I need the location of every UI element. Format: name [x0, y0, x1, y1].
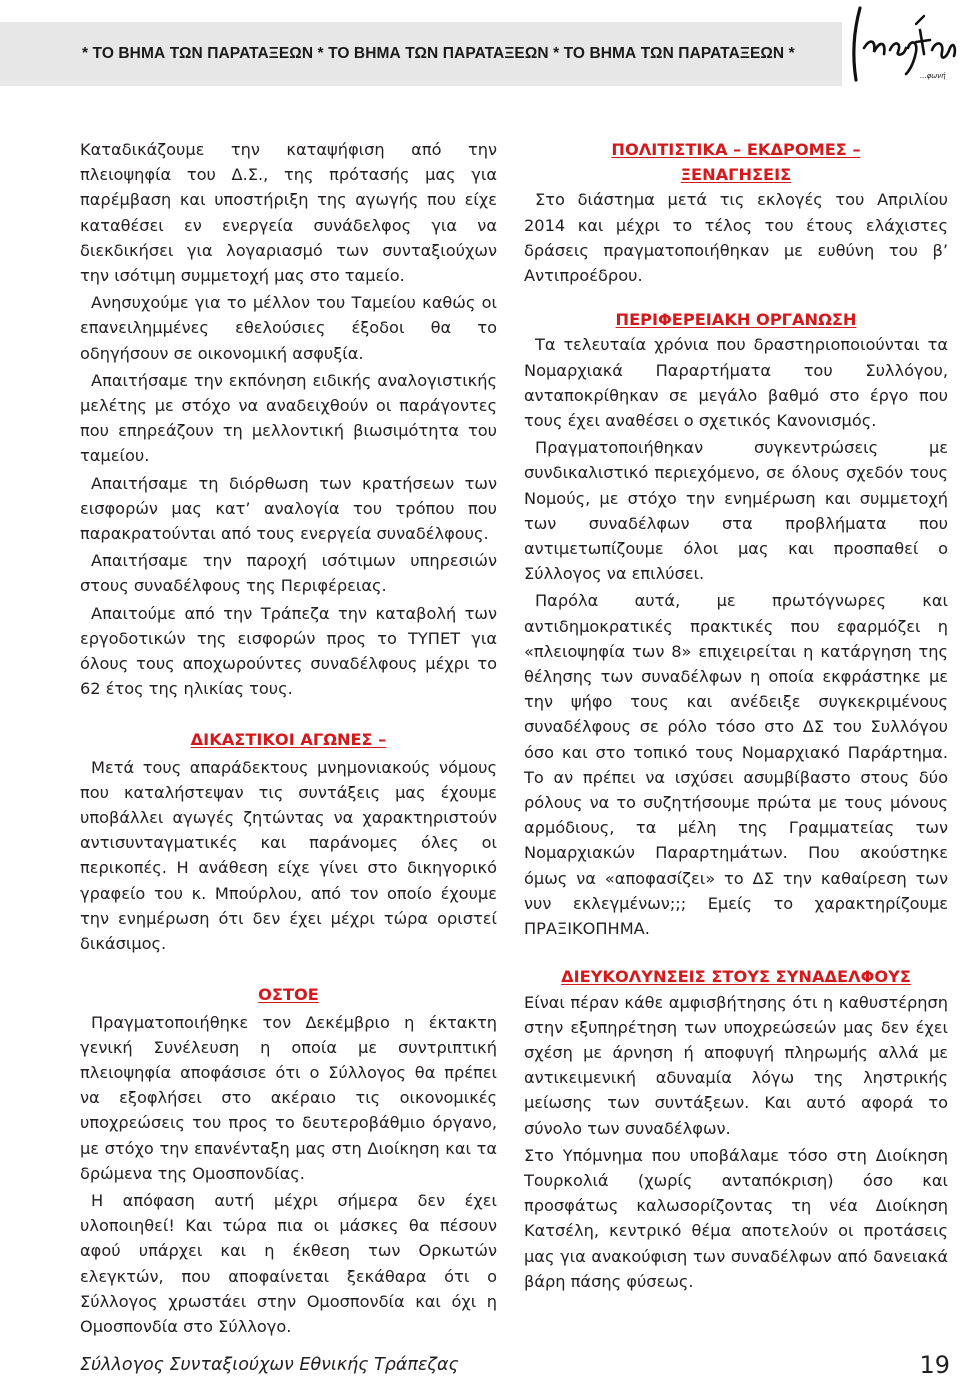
heading-facilitations: ΔΙΕΥΚΟΛΥΝΣΕΙΣ ΣΤΟΥΣ ΣΥΝΑΔΕΛΦΟΥΣ — [561, 967, 911, 987]
right-paragraph-2: Τα τελευταία χρόνια που δραστηριοποιούνται τα Νομαρχιακά Παραρτήματα του Συλλόγου, ανταποκρίθηκαν σε μεγάλο βαθμό στο έργο που τους έχει αναθέσει ο σχετικός Κανονισμός. — [524, 335, 948, 431]
left-paragraph-6: Απαιτούμε από την Τράπεζα την καταβολή των εργοδοτικών της εισφορών προς το ΤΥΠΕΤ για όλους τους αποχωρούντες συναδέλφους μέχρι το 62 έτος της ηλικίας τους. — [80, 603, 497, 699]
left-paragraph-1: Καταδικάζουμε την καταψήφιση από την πλειοψηφία του Δ.Σ., της πρότασής μας για παρέμβαση και υποστήριξη της αγωγής που είχε καταθέσει εν ενεργεία συνάδελφος για να διεκδικήσει για λογαριασμό των συνταξιούχων την ισότιμη συμμετοχή μας στο ταμείο. — [80, 140, 497, 286]
logo-graphic — [846, 0, 960, 86]
heading-culture-line-2: ΞΕΝΑΓΗΣΕΙΣ — [680, 165, 792, 185]
right-paragraph-1: Στο διάστημα μετά τις εκλογές του Απριλίου 2014 και μέχρι το τέλος του έτους ελάχιστες δράσεις πραγματοποιήθηκαν με ευθύνη του β’ Αντιπροέδρου. — [524, 190, 948, 286]
left-paragraph-9: Η απόφαση αυτή μέχρι σήμερα δεν έχει υλοποιηθεί! Και τώρα πια οι μάσκες θα πέσουν αφού υπάρχει και η έκθεση των Ορκωτών ελεγκτών, που αποφαίνεται ξεκάθαρα ότι ο Σύλλογος χρωστάει στην Ομοσπονδία και όχι η Ομοσπονδία στο Σύλλογο. — [80, 1190, 497, 1336]
logo — [846, 0, 960, 86]
left-paragraph-4: Απαιτήσαμε τη διόρθωση των κρατήσεων των εισφορών μας κατ’ αναλογία του τρόπου που παρακρατούνται από τους ενεργεία συναδέλφους. — [80, 473, 497, 544]
left-paragraph-3: Απαιτήσαμε την εκπόνηση ειδικής αναλογιστικής μελέτης με στόχο να αναδειχθούν οι παράγοντες που επηρεάζουν τη μελλοντική βιωσιμότητα του ταμείου. — [80, 370, 497, 466]
left-paragraph-5: Απαιτήσαμε την παροχή ισότιμων υπηρεσιών στους συναδέλφους της Περιφέρειας. — [80, 551, 497, 596]
page-number: 19 — [919, 1351, 950, 1379]
right-paragraph-5: Είναι πέραν κάθε αμφισβήτησης ότι η καθυστέρηση στην εξυπηρέτηση των υποχρεώσεών μας δεν έχει σχέση με άρνηση ή αποφυγή πληρωμής αλλά με αντικειμενική αδυναμία λόγω της ληστρικής μείωσης των συντάξεων. Και αυτό αφορά το σύνολο των συναδέλφων. — [524, 992, 948, 1138]
heading-ostoe: ΟΣΤΟΕ — [258, 985, 319, 1005]
right-paragraph-3: Πραγματοποιήθηκαν συγκεντρώσεις με συνδικαλιστικό περιεχόμενο, σε όλους σχεδόν τους Νομούς, με στόχο την ενημέρωση και συμμετοχή των συναδέλφων στα προβλήματα που αντιμετωπίζουμε όλοι μας και προσπαθεί ο Σύλλογος να επιλύσει. — [524, 438, 948, 584]
heading-culture-line-1: ΠΟΛΙΤΙΣΤΙΚΑ – ΕΚΔΡΟΜΕΣ – — [611, 140, 861, 159]
logo-subtext: ...φωνή — [920, 72, 946, 80]
right-column — [524, 137, 948, 1294]
left-paragraph-2: Ανησυχούμε για το μέλλον του Ταμείου καθώς οι επανειλημμένες εθελούσιες έξοδοι θα το οδηγήσουν σε οικονομική ασφυξία. — [80, 293, 497, 363]
left-column — [80, 137, 497, 1339]
left-paragraph-8: Πραγματοποιήθηκε τον Δεκέμβριο η έκτακτη γενική Συνέλευση η οποία με συντριπτική πλειοψηφία αποφάσισε ότι ο Σύλλογος θα πρέπει να εξοφλήσει στο ακέραιο τις οικονομικές υποχρεώσεις του προς το δευτεροβάθμιο όργανο, με στόχο την επανένταξη μας στη Διοίκηση και τα δρώμενα της Ομοσπονδίας. — [80, 1012, 497, 1183]
banner-text: * ΤΟ ΒΗΜΑ ΤΩΝ ΠΑΡΑΤΑΞΕΩΝ * ΤΟ ΒΗΜΑ ΤΩΝ ΠΑΡΑΤΑΞΕΩΝ * ΤΟ ΒΗΜΑ ΤΩΝ ΠΑΡΑΤΑΞΕΩΝ * — [82, 45, 795, 62]
header-banner — [0, 22, 842, 86]
right-paragraph-4: Παρόλα αυτά, με πρωτόγνωρες και αντιδημοκρατικές πρακτικές που εφαρμόζει η «πλειοψηφία των 8» επιχειρείται η κατάργηση της θέλησης των συναδέλφων η οποία εκφράστηκε με την ψήφο τους και ανέδειξε συγκεκριμένους συναδέλφους σε ρόλο τόσο στο ΔΣ του Συλλόγου όσο και στο τοπικό τους Νομαρχιακό Παράρτημα. Το αν πρέπει να ισχύσει ασυμβίβαστο στους δύο ρόλους να το συζητήσουμε πρώτα με τους μόνους αρμόδιους, τα μέλη της Γραμματείας των Νομαρχιακών Παραρτημάτων. Που ακούστηκε όμως να «αποφασίζει» το ΔΣ την καθαίρεση των νυν εκλεγμένων;;; Εμείς το χαρακτηρίζουμε ΠΡΑΞΙΚΟΠΗΜΑ. — [524, 591, 948, 939]
heading-regional-organization: ΠΕΡΙΦΕΡΕΙΑΚΗ ΟΡΓΑΝΩΣΗ — [615, 310, 857, 330]
heading-legal-struggles: ΔΙΚΑΣΤΙΚΟΙ ΑΓΩΝΕΣ – — [190, 730, 387, 750]
footer-title: Σύλλογος Συνταξιούχων Εθνικής Τράπεζας — [80, 1355, 459, 1375]
right-paragraph-6: Στο Υπόμνημα που υποβάλαμε τόσο στη Διοίκηση Τουρκολιά (χωρίς ανταπόκριση) όσο και προσφάτως καλωσορίζοντας τη νέα Διοίκηση Κατσέλη, κεντρικό θέμα αποτελούν οι προτάσεις μας για ανακούφιση των συναδέλφων από δανειακά βάρη πάσης φύσεως. — [524, 1145, 948, 1291]
left-paragraph-7: Μετά τους απαράδεκτους μνημονιακούς νόμους που καταλήστεψαν τις συντάξεις μας έχουμε υποβάλλει αγωγές ζητώντας να χαρακτηριστούν αντισυνταγματικές και παράνομες όλες οι περικοπές. Η ανάθεση είχε γίνει στο δικηγορικό γραφείο του κ. Μπούρλου, από τον οποίο έχουμε την ενημέρωση ότι δεν έχει μέχρι τώρα οριστεί δικάσιμος. — [80, 757, 497, 954]
footer — [80, 1348, 950, 1382]
